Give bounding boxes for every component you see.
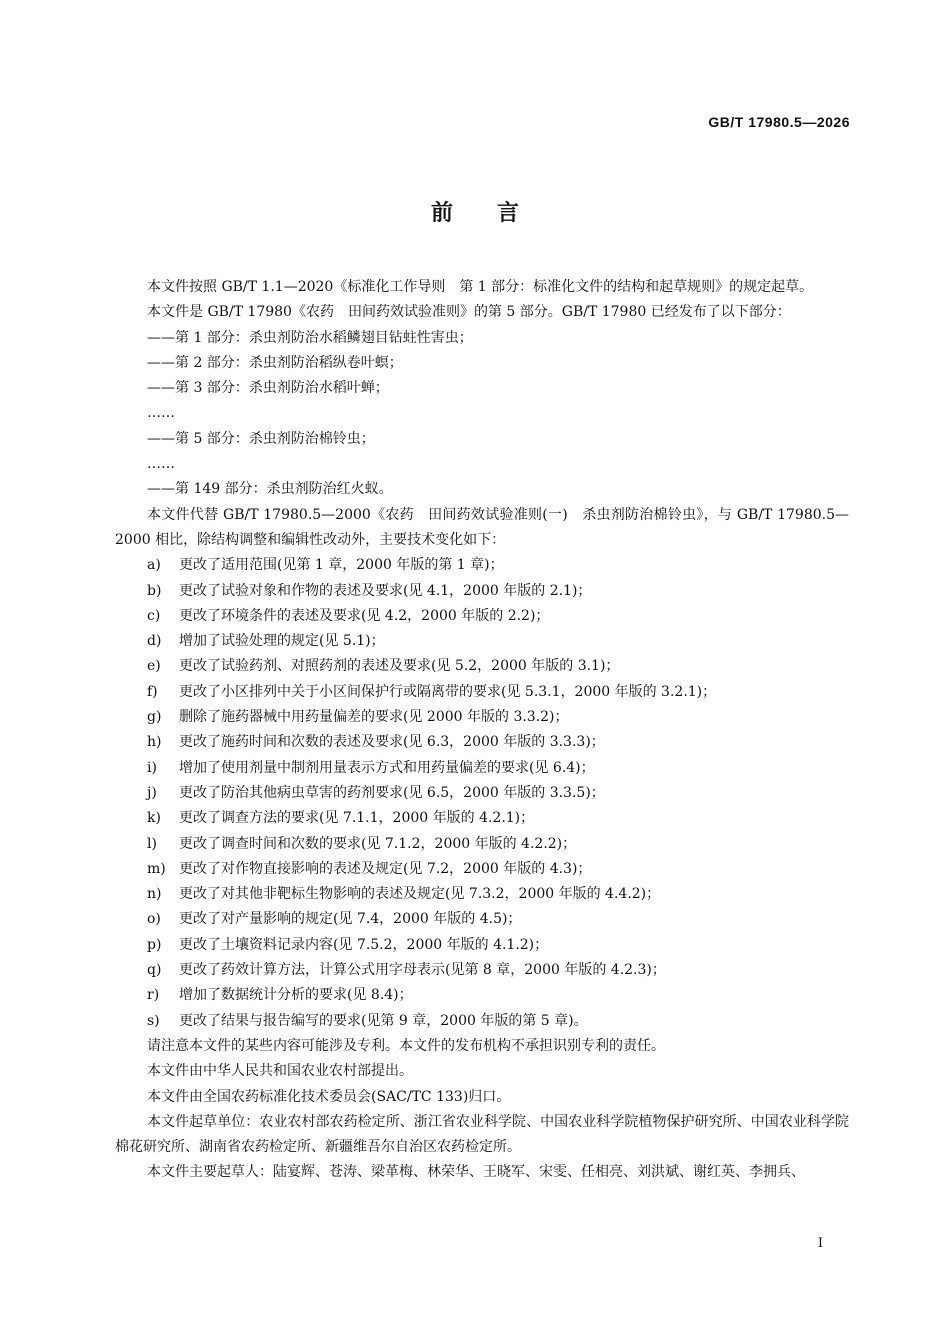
item-marker: n) bbox=[147, 886, 162, 903]
page-number: I bbox=[817, 1236, 823, 1251]
item-text: 更改了防治其他病虫草害的药剂要求(见 6.5，2000 年版的 3.3.5)； bbox=[179, 784, 605, 801]
item-marker: f) bbox=[147, 683, 158, 700]
item-text: 更改了对产量影响的规定(见 7.4，2000 年版的 4.5)； bbox=[179, 911, 522, 928]
item-text: 增加了使用剂量中制剂用量表示方式和用药量偏差的要求(见 6.4)； bbox=[179, 759, 595, 776]
item-text: 更改了对其他非靶标生物影响的表述及规定(见 7.3.2，2000 年版的 4.4.2)； bbox=[179, 886, 661, 903]
list-item bbox=[115, 730, 849, 755]
paragraph: 本文件按照 GB/T 1.1—2020《标准化工作导则 第 1 部分：标准化文件的结构和起草规则》的规定起草。 bbox=[147, 279, 814, 295]
item-marker: e) bbox=[147, 658, 161, 675]
item-text: 更改了药效计算方法，计算公式用字母表示(见第 8 章，2000 年版的 4.2.3)； bbox=[179, 962, 666, 979]
item-text: 更改了试验对象和作物的表述及要求(见 4.1，2000 年版的 2.1)； bbox=[179, 582, 592, 599]
item-text: 更改了调查方法的要求(见 7.1.1，2000 年版的 4.2.1)； bbox=[179, 810, 535, 827]
item-marker: k) bbox=[147, 810, 161, 827]
list-item: ——第 149 部分：杀虫剂防治红火蚁。 bbox=[147, 481, 393, 498]
paragraph: 本文件主要起草人：陆宴辉、苍涛、梁革梅、林荣华、王晓军、宋雯、任相亮、刘洪斌、谢红英、李拥兵、 bbox=[147, 1164, 805, 1181]
item-marker: j) bbox=[147, 784, 157, 801]
list-item bbox=[115, 629, 849, 654]
item-marker: c) bbox=[147, 607, 161, 624]
list-item bbox=[115, 806, 849, 831]
item-text: 更改了环境条件的表述及要求(见 4.2，2000 年版的 2.2)； bbox=[179, 607, 550, 624]
item-text: 更改了对作物直接影响的表述及规定(见 7.2，2000 年版的 4.3)； bbox=[179, 860, 592, 877]
list-item bbox=[115, 832, 849, 857]
item-marker: i) bbox=[147, 759, 157, 776]
item-marker: o) bbox=[147, 911, 161, 928]
parts-list bbox=[115, 326, 849, 503]
list-item bbox=[115, 553, 849, 578]
list-item bbox=[115, 680, 849, 705]
item-text: 更改了调查时间和次数的要求(见 7.1.2，2000 年版的 4.2.2)； bbox=[179, 835, 577, 852]
item-marker: h) bbox=[147, 734, 162, 751]
list-item bbox=[115, 705, 849, 730]
paragraph: 本文件起草单位：农业农村部农药检定所、浙江省农业科学院、中国农业科学院植物保护研究所、中国农业科学院棉花研究所、湖南省农药检定所、新疆维吾尔自治区农药检定所。 bbox=[115, 1113, 849, 1156]
item-marker: p) bbox=[147, 936, 162, 953]
document-body bbox=[115, 275, 849, 1186]
list-item bbox=[115, 579, 849, 604]
list-item bbox=[115, 756, 849, 781]
standard-number: GB/T 17980.5—2026 bbox=[708, 114, 850, 130]
list-item bbox=[115, 983, 849, 1008]
paragraph: 本文件由中华人民共和国农业农村部提出。 bbox=[147, 1063, 413, 1080]
list-item: …… bbox=[147, 405, 175, 422]
item-marker: b) bbox=[147, 582, 162, 599]
item-marker: a) bbox=[147, 557, 161, 574]
changes-list bbox=[115, 553, 849, 1034]
item-text: 更改了试验药剂、对照药剂的表述及要求(见 5.2，2000 年版的 3.1)； bbox=[179, 658, 620, 675]
list-item: ——第 2 部分：杀虫剂防治稻纵卷叶螟； bbox=[147, 354, 403, 371]
item-marker: d) bbox=[147, 633, 162, 650]
item-marker: l) bbox=[147, 835, 157, 852]
list-item bbox=[115, 933, 849, 958]
list-item bbox=[115, 1009, 849, 1034]
item-text: 删除了施药器械中用药量偏差的要求(见 2000 年版的 3.3.2)； bbox=[179, 709, 569, 726]
item-text: 更改了小区排列中关于小区间保护行或隔离带的要求(见 5.3.1，2000 年版的 3.2.1)； bbox=[179, 683, 717, 700]
item-text: 更改了适用范围(见第 1 章，2000 年版的第 1 章)； bbox=[179, 557, 504, 574]
list-item: …… bbox=[147, 456, 175, 473]
item-text: 更改了结果与报告编写的要求(见第 9 章，2000 年版的第 5 章)。 bbox=[179, 1012, 588, 1029]
list-item bbox=[115, 781, 849, 806]
item-text: 增加了数据统计分析的要求(见 8.4)； bbox=[179, 987, 413, 1004]
list-item bbox=[115, 882, 849, 907]
paragraph: 本文件代替 GB/T 17980.5—2000《农药 田间药效试验准则(一) 杀虫剂防治棉铃虫》，与 GB/T 17980.5—2000 相比，除结构调整和编辑性改动外，主要技术变化如下： bbox=[115, 506, 849, 548]
paragraph: 本文件是 GB/T 17980《农药 田间药效试验准则》的第 5 部分。GB/T 17980 已经发布了以下部分： bbox=[147, 304, 791, 321]
item-marker: m) bbox=[147, 860, 166, 877]
list-item bbox=[115, 604, 849, 629]
list-item bbox=[115, 958, 849, 983]
list-item bbox=[115, 907, 849, 932]
paragraph: 本文件由全国农药标准化技术委员会(SAC/TC 133)归口。 bbox=[147, 1088, 511, 1105]
item-marker: g) bbox=[147, 709, 162, 726]
paragraph: 请注意本文件的某些内容可能涉及专利。本文件的发布机构不承担识别专利的责任。 bbox=[147, 1037, 665, 1054]
item-marker: s) bbox=[147, 1012, 160, 1029]
list-item: ——第 3 部分：杀虫剂防治水稻叶蝉； bbox=[147, 380, 389, 397]
list-item: ——第 5 部分：杀虫剂防治棉铃虫； bbox=[147, 430, 375, 447]
item-text: 更改了施药时间和次数的表述及要求(见 6.3，2000 年版的 3.3.3)； bbox=[179, 734, 605, 751]
item-marker: r) bbox=[147, 987, 160, 1004]
list-item bbox=[115, 654, 849, 679]
item-text: 更改了土壤资料记录内容(见 7.5.2，2000 年版的 4.1.2)； bbox=[179, 936, 549, 953]
item-text: 增加了试验处理的规定(见 5.1)； bbox=[179, 633, 385, 650]
item-marker: q) bbox=[147, 962, 162, 979]
list-item: ——第 1 部分：杀虫剂防治水稻鳞翅目钻蛀性害虫； bbox=[147, 329, 473, 346]
page-title: 前言 bbox=[430, 201, 563, 226]
list-item bbox=[115, 857, 849, 882]
